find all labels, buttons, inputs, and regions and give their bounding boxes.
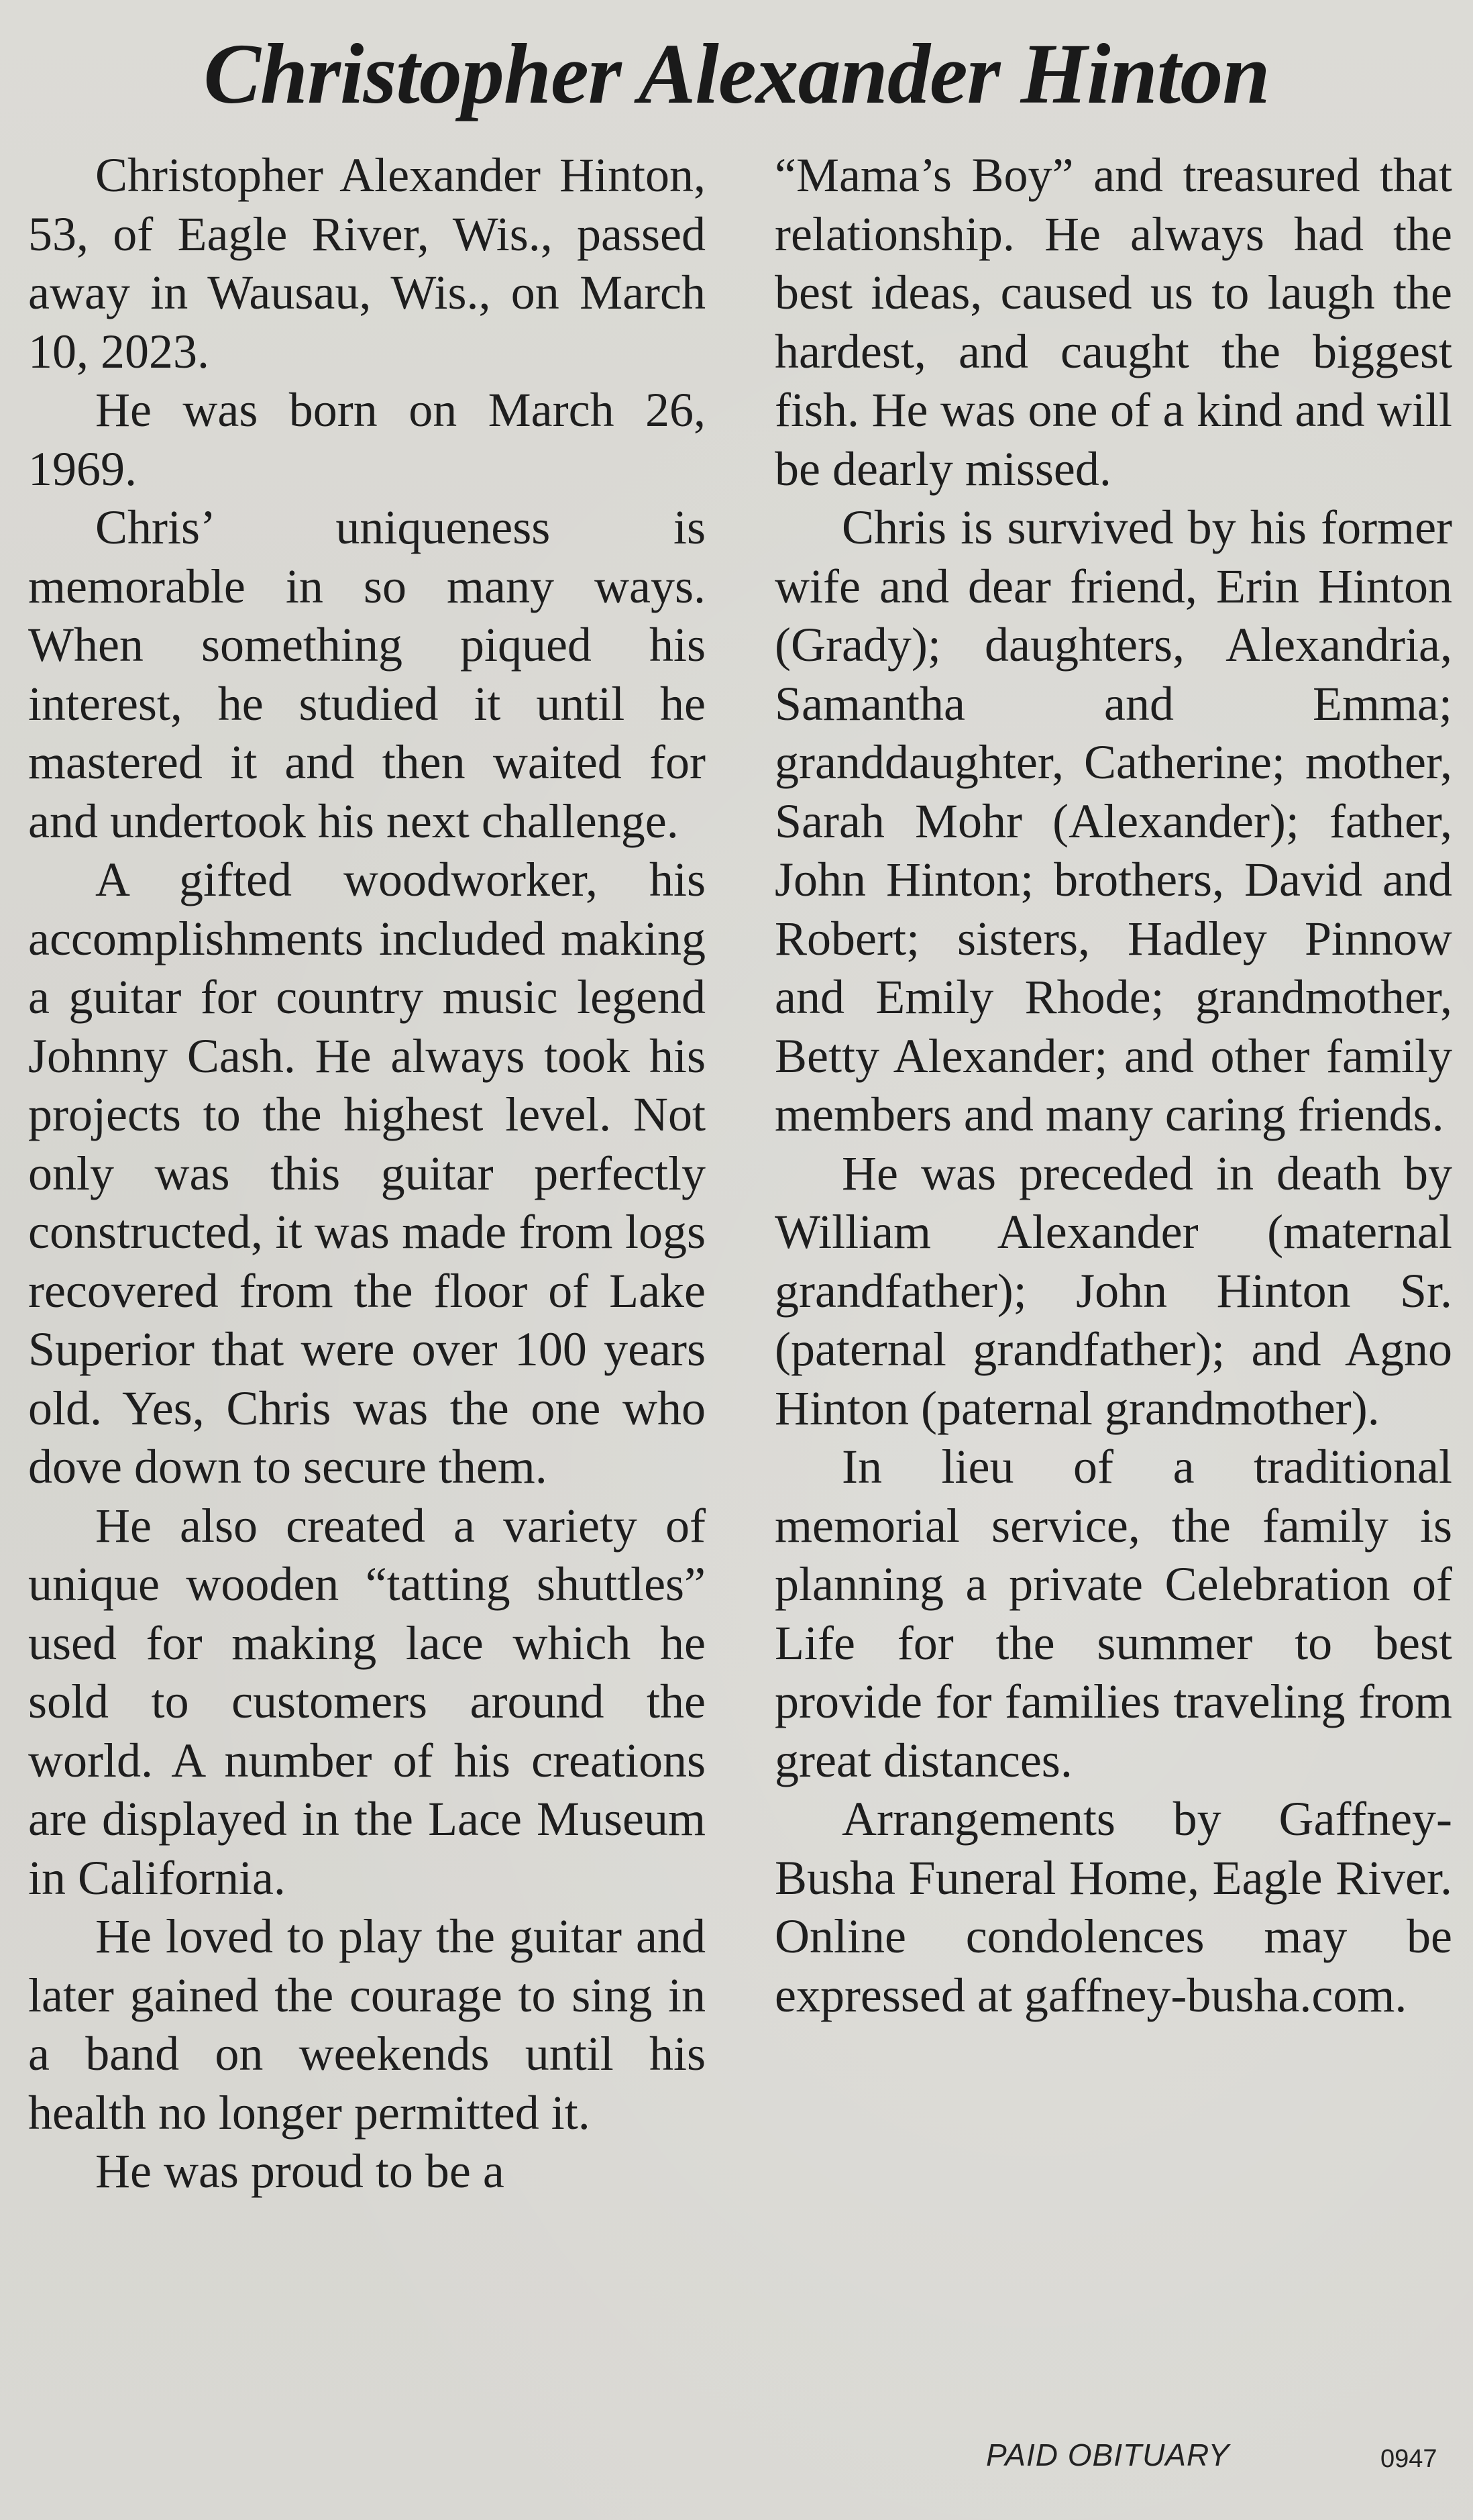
- paragraph-survived-by: Chris is survived by his former wife and dear friend, Erin Hinton (Grady); daughters, Alexandria, Samantha and Emma; granddaughter, Catherine; mother, Sarah Mohr (Alexander); father, John Hinton; brothers, David and Robert; sisters, Hadley Pinnow and Emily Rhode; grandmother, Betty Alexander; and other family members and many caring friends.: [775, 501, 1452, 1141]
- paragraph-preceded-by: He was preceded in death by William Alexander (maternal grandfather); John Hinton Sr. (paternal grandfather); and Agno Hinton (paternal grandmother).: [775, 1146, 1452, 1435]
- paragraph-celebration: In lieu of a traditional memorial service, the family is planning a private Celebration of Life for the summer to best provide for families traveling from great distances.: [775, 1440, 1452, 1787]
- paid-obituary-label: PAID OBITUARY: [986, 2437, 1230, 2472]
- paragraph-intro: Christopher Alexander Hinton, 53, of Eagle River, Wis., passed away in Wausau, Wis., on March 10, 2023.: [28, 148, 706, 378]
- paragraph-mamas-boy-start: He was proud to be a: [95, 2144, 504, 2198]
- paragraph-birth: He was born on March 26, 1969.: [28, 383, 706, 496]
- paragraph-mamas-boy-cont: “Mama’s Boy” and treasured that relationship. He always had the best ideas, caused us to laugh the hardest, and caught the biggest fish. He was one of a kind and will be dearly missed.: [775, 148, 1452, 496]
- left-column: [28, 146, 706, 2201]
- obituary-title: Christopher Alexander Hinton: [203, 26, 1270, 121]
- right-column: [775, 146, 1452, 2025]
- paragraph-uniqueness: Chris’ uniqueness is memorable in so many ways. When something piqued his interest, he studied it until he mastered it and then waited for and undertook his next challenge.: [28, 501, 706, 848]
- ad-code: 0947: [1380, 2445, 1437, 2473]
- paragraph-guitar-band: He loved to play the guitar and later gained the courage to sing in a band on weekends until his health no longer permitted it.: [28, 1909, 706, 2140]
- paragraph-arrangements: Arrangements by Gaffney-Busha Funeral Home, Eagle River. Online condolences may be expressed at gaffney-busha.com.: [775, 1792, 1452, 2022]
- paragraph-tatting-shuttles: He also created a variety of unique wooden “tatting shuttles” used for making lace which he sold to customers around the world. A number of his creations are displayed in the Lace Museum in California.: [28, 1498, 706, 1905]
- paragraph-woodworker: A gifted woodworker, his accomplishments included making a guitar for country music legend Johnny Cash. He always took his projects to the highest level. Not only was this guitar perfectly constructed, it was made from logs recovered from the floor of Lake Superior that were over 100 years old. Yes, Chris was the one who dove down to secure them.: [28, 853, 706, 1493]
